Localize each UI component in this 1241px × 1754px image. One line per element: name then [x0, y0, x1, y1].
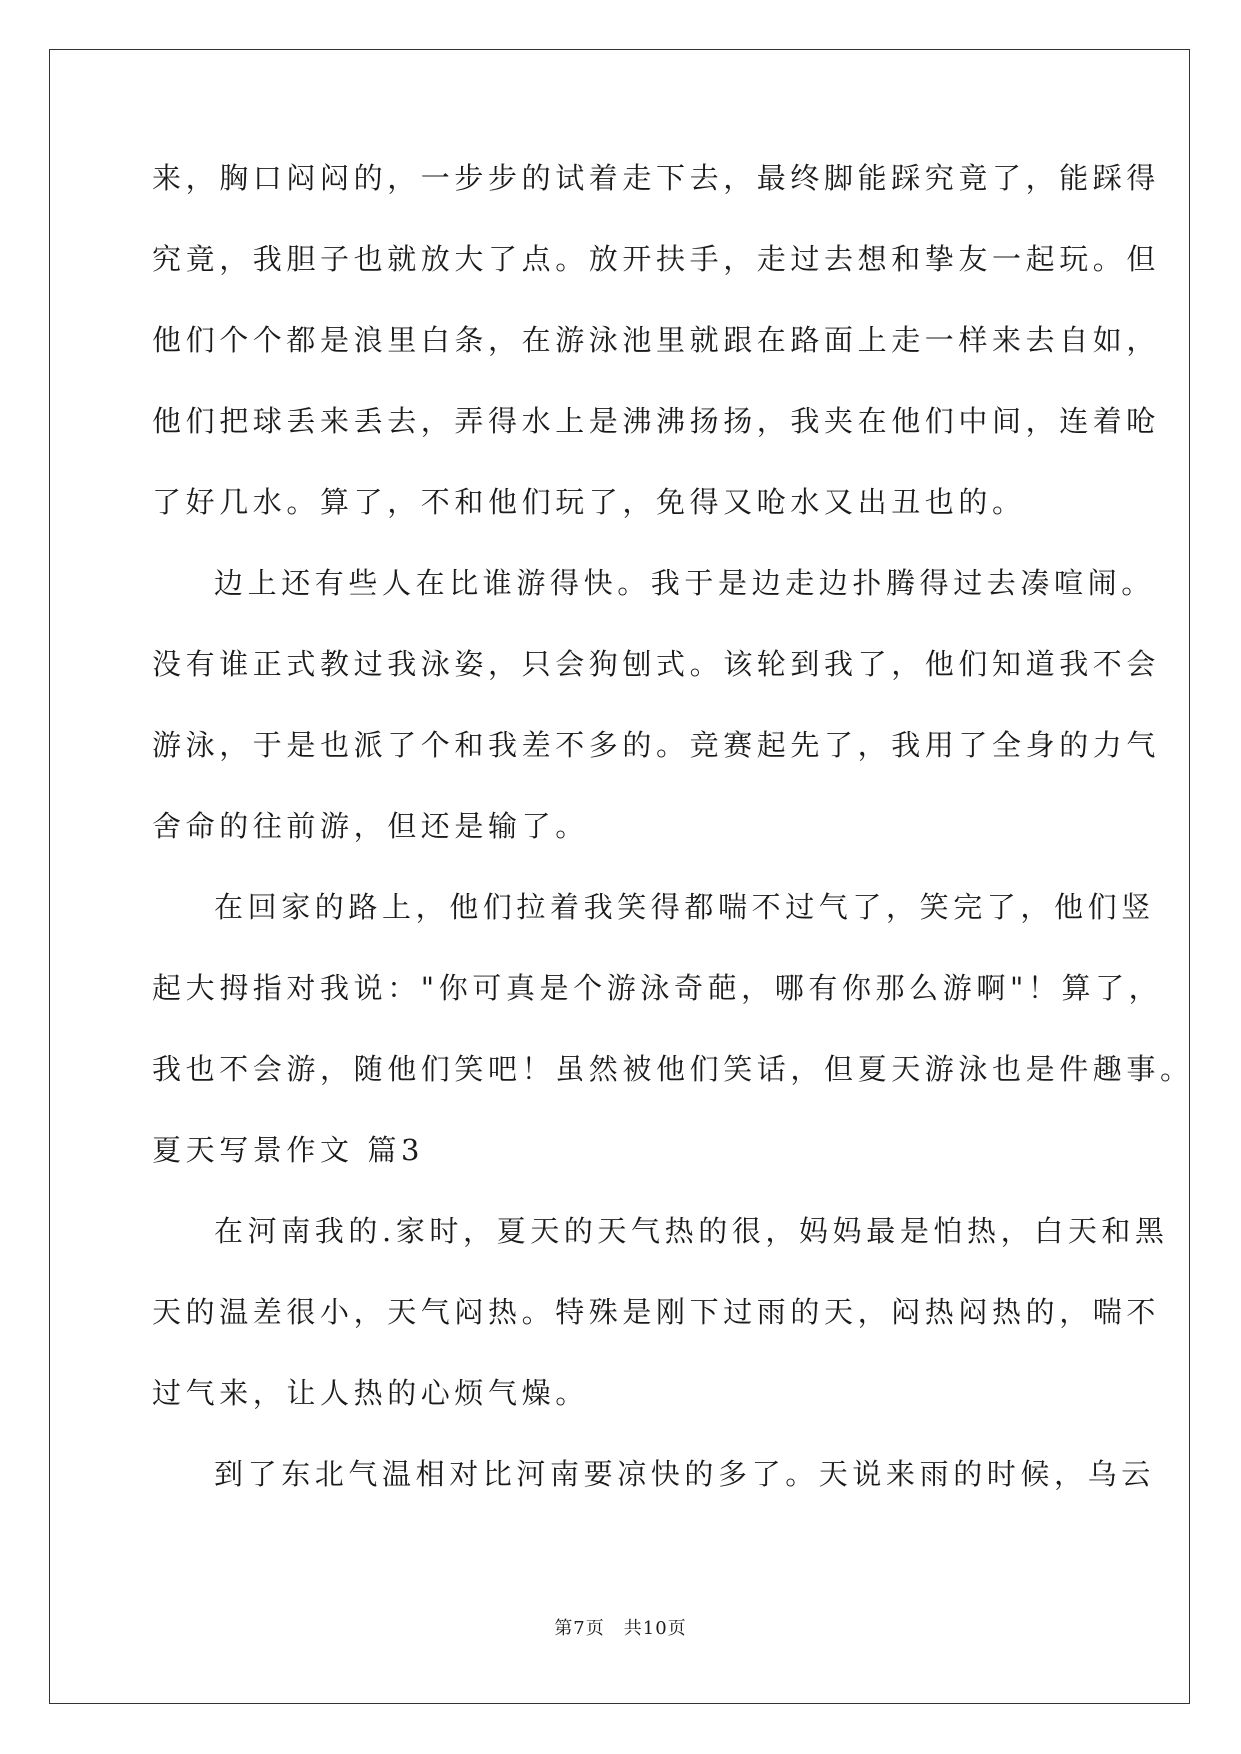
text-line: 来，胸口闷闷的，一步步的试着走下去，最终脚能踩究竟了，能踩得 — [152, 161, 1161, 195]
text-line: 究竟，我胆子也就放大了点。放开扶手，走过去想和挚友一起玩。但 — [152, 242, 1161, 276]
text-line: 了好几水。算了，不和他们玩了，免得又呛水又出丑也的。 — [152, 485, 1026, 519]
text-line: 我也不会游，随他们笑吧！虽然被他们笑话，但夏天游泳也是件趣事。 — [152, 1052, 1194, 1086]
page-number-footer: 第7页 共10页 — [554, 1618, 687, 1639]
text-line: 没有谁正式教过我泳姿，只会狗刨式。该轮到我了，他们知道我不会 — [152, 647, 1161, 681]
paragraph-start-line: 在回家的路上，他们拉着我笑得都喘不过气了，笑完了，他们竖 — [214, 890, 1155, 924]
text-line: 舍命的往前游，但还是输了。 — [152, 809, 589, 843]
paragraph-start-line: 在河南我的.家时，夏天的天气热的很，妈妈最是怕热，白天和黑 — [214, 1214, 1169, 1248]
document-body — [152, 160, 1194, 1537]
text-line: 他们个个都是浪里白条，在游泳池里就跟在路面上走一样来去自如， — [152, 323, 1161, 357]
text-line: 起大拇指对我说："你可真是个游泳奇葩，哪有你那么游啊"！算了， — [152, 971, 1163, 1005]
paragraph-start-line: 边上还有些人在比谁游得快。我于是边走边扑腾得过去凑喧闹。 — [214, 566, 1155, 600]
paragraph-start-line: 到了东北气温相对比河南要凉快的多了。天说来雨的时候，乌云 — [214, 1457, 1155, 1491]
text-line: 天的温差很小，天气闷热。特殊是刚下过雨的天，闷热闷热的，喘不 — [152, 1295, 1161, 1329]
text-line: 他们把球丢来丢去，弄得水上是沸沸扬扬，我夹在他们中间，连着呛 — [152, 404, 1161, 438]
text-line: 游泳，于是也派了个和我差不多的。竞赛起先了，我用了全身的力气 — [152, 728, 1161, 762]
text-line: 过气来，让人热的心烦气燥。 — [152, 1376, 589, 1410]
section-heading: 夏天写景作文 篇3 — [152, 1133, 425, 1167]
